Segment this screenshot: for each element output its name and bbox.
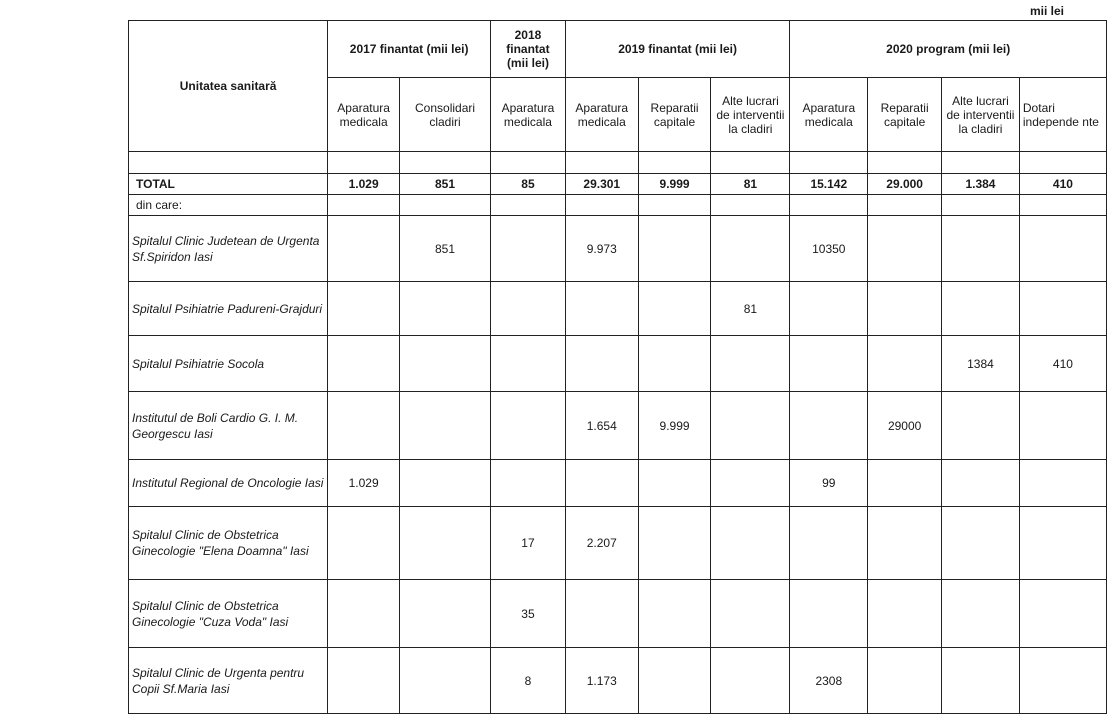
table-row xyxy=(129,282,1107,336)
value-cell: 1.029 xyxy=(328,460,400,507)
hospital-name: Institutul Regional de Oncologie Iasi xyxy=(129,460,328,507)
value-cell xyxy=(1019,282,1106,336)
hospital-name: Spitalul Clinic Judetean de Urgenta Sf.Spiridon Iasi xyxy=(129,216,328,282)
subcolumn-header: Aparatura medicala xyxy=(328,78,400,152)
value-cell xyxy=(400,392,491,460)
value-cell: 410 xyxy=(1019,336,1106,392)
value-cell: 2308 xyxy=(790,648,868,714)
subcolumn-header: Reparatii capitale xyxy=(638,78,711,152)
subcolumn-header: Aparatura medicala xyxy=(790,78,868,152)
table-row xyxy=(129,460,1107,507)
table-row xyxy=(129,392,1107,460)
group-header-2018: 2018 finantat (mii lei) xyxy=(491,21,566,78)
value-cell xyxy=(711,336,790,392)
subheading-label: din care: xyxy=(129,195,328,216)
group-header-2020: 2020 program (mii lei) xyxy=(790,21,1107,78)
value-cell: 9.973 xyxy=(565,216,638,282)
total-cell: 29.000 xyxy=(868,174,942,195)
value-cell xyxy=(491,282,566,336)
value-cell xyxy=(1019,392,1106,460)
hospital-name: Institutul de Boli Cardio G. I. M. Georgescu Iasi xyxy=(129,392,328,460)
value-cell xyxy=(942,216,1020,282)
total-cell: 9.999 xyxy=(638,174,711,195)
value-cell xyxy=(711,216,790,282)
value-cell xyxy=(868,282,942,336)
hospital-name: Spitalul Clinic de Obstetrica Ginecologie "Cuza Voda" Iasi xyxy=(129,580,328,648)
subcolumn-header: Aparatura medicala xyxy=(491,78,566,152)
value-cell xyxy=(491,460,566,507)
value-cell xyxy=(942,580,1020,648)
total-cell: 1.029 xyxy=(328,174,400,195)
group-header-2019: 2019 finantat (mii lei) xyxy=(565,21,790,78)
value-cell xyxy=(328,336,400,392)
value-cell xyxy=(491,392,566,460)
value-cell xyxy=(868,460,942,507)
spacer-row xyxy=(129,152,1107,174)
hospital-name: Spitalul Clinic de Urgenta pentru Copii Sf.Maria Iasi xyxy=(129,648,328,714)
value-cell xyxy=(491,216,566,282)
value-cell xyxy=(711,507,790,580)
value-cell xyxy=(790,282,868,336)
total-cell: 15.142 xyxy=(790,174,868,195)
table-row xyxy=(129,648,1107,714)
value-cell xyxy=(565,460,638,507)
hospital-name: Spitalul Psihiatrie Socola xyxy=(129,336,328,392)
value-cell xyxy=(942,392,1020,460)
value-cell xyxy=(942,507,1020,580)
subcolumn-header: Alte lucrari de interventii la cladiri xyxy=(942,78,1020,152)
total-cell: 410 xyxy=(1019,174,1106,195)
value-cell xyxy=(400,580,491,648)
value-cell xyxy=(1019,507,1106,580)
value-cell: 8 xyxy=(491,648,566,714)
value-cell xyxy=(1019,216,1106,282)
hospital-name: Spitalul Clinic de Obstetrica Ginecologie "Elena Doamna" Iasi xyxy=(129,507,328,580)
value-cell xyxy=(328,216,400,282)
subcolumn-header: Aparatura medicala xyxy=(565,78,638,152)
value-cell xyxy=(711,580,790,648)
value-cell xyxy=(790,392,868,460)
header-row-groups xyxy=(129,21,1107,78)
value-cell xyxy=(565,282,638,336)
total-cell: 29.301 xyxy=(565,174,638,195)
value-cell xyxy=(1019,648,1106,714)
unit-column-header: Unitatea sanitară xyxy=(129,21,328,152)
value-cell xyxy=(868,216,942,282)
value-cell xyxy=(1019,580,1106,648)
value-cell xyxy=(868,580,942,648)
total-cell: 85 xyxy=(491,174,566,195)
value-cell xyxy=(790,580,868,648)
total-row xyxy=(129,174,1107,195)
value-cell xyxy=(400,507,491,580)
subcolumn-header: Consolidari cladiri xyxy=(400,78,491,152)
value-cell xyxy=(711,460,790,507)
unit-note: mii lei xyxy=(1030,4,1065,18)
budget-table xyxy=(128,20,1107,714)
group-header-2017: 2017 finantat (mii lei) xyxy=(328,21,491,78)
value-cell xyxy=(790,507,868,580)
hospital-rows xyxy=(129,216,1107,714)
value-cell: 1.654 xyxy=(565,392,638,460)
value-cell xyxy=(638,507,711,580)
value-cell xyxy=(942,282,1020,336)
total-cell: 851 xyxy=(400,174,491,195)
value-cell xyxy=(711,392,790,460)
value-cell xyxy=(400,648,491,714)
value-cell: 1.173 xyxy=(565,648,638,714)
value-cell: 1384 xyxy=(942,336,1020,392)
value-cell xyxy=(711,648,790,714)
value-cell xyxy=(400,336,491,392)
value-cell xyxy=(565,580,638,648)
table-row xyxy=(129,336,1107,392)
value-cell xyxy=(638,282,711,336)
value-cell xyxy=(328,648,400,714)
hospital-name: Spitalul Psihiatrie Padureni-Grajduri xyxy=(129,282,328,336)
value-cell xyxy=(868,507,942,580)
value-cell xyxy=(638,580,711,648)
total-cell: 81 xyxy=(711,174,790,195)
value-cell: 851 xyxy=(400,216,491,282)
value-cell: 2.207 xyxy=(565,507,638,580)
value-cell: 35 xyxy=(491,580,566,648)
value-cell xyxy=(400,460,491,507)
value-cell: 29000 xyxy=(868,392,942,460)
value-cell xyxy=(638,216,711,282)
value-cell xyxy=(790,336,868,392)
value-cell xyxy=(1019,460,1106,507)
subheading-row xyxy=(129,195,1107,216)
value-cell: 10350 xyxy=(790,216,868,282)
subcolumn-header: Dotari independe nte xyxy=(1019,78,1106,152)
table-row xyxy=(129,507,1107,580)
subcolumn-header: Alte lucrari de interventii la cladiri xyxy=(711,78,790,152)
total-label: TOTAL xyxy=(129,174,328,195)
value-cell xyxy=(638,648,711,714)
value-cell xyxy=(942,648,1020,714)
value-cell: 99 xyxy=(790,460,868,507)
value-cell xyxy=(328,580,400,648)
value-cell xyxy=(491,336,566,392)
value-cell xyxy=(328,392,400,460)
total-cell: 1.384 xyxy=(942,174,1020,195)
value-cell xyxy=(942,460,1020,507)
value-cell: 81 xyxy=(711,282,790,336)
table-row xyxy=(129,580,1107,648)
subcolumn-header: Reparatii capitale xyxy=(868,78,942,152)
value-cell xyxy=(400,282,491,336)
value-cell xyxy=(638,336,711,392)
value-cell xyxy=(638,460,711,507)
value-cell xyxy=(328,282,400,336)
value-cell xyxy=(328,507,400,580)
value-cell xyxy=(868,336,942,392)
value-cell xyxy=(868,648,942,714)
value-cell xyxy=(565,336,638,392)
table-row xyxy=(129,216,1107,282)
value-cell: 17 xyxy=(491,507,566,580)
value-cell: 9.999 xyxy=(638,392,711,460)
